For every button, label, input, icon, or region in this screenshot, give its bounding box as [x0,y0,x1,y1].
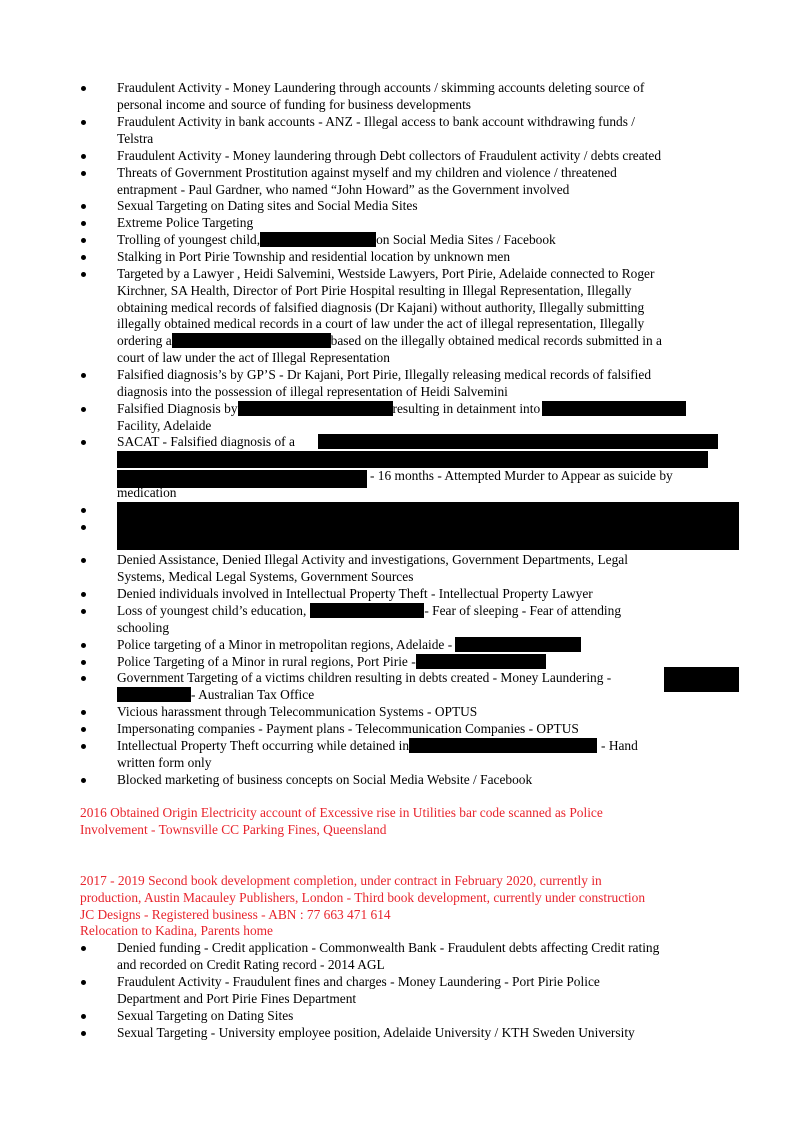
list-item: Police targeting of a Minor in metropolitan regions, Adelaide - [117,637,717,654]
list-item: SACAT - Falsified diagnosis of a [117,434,717,451]
list-item: Police Targeting of a Minor in rural regions, Port Pirie - [117,654,717,671]
redaction-block [260,232,376,247]
list-item: Denied individuals involved in Intellectual Property Theft - Intellectual Property Lawyer [117,586,717,603]
bullet-icon [81,1031,86,1036]
list-item: Fraudulent Activity - Fraudulent fines and charges - Money Laundering - Port Pirie Police Department and Port Pirie Fines Department [117,974,717,1008]
list-item: Loss of youngest child’s education, - Fear of sleeping - Fear of attending schooling [117,603,717,637]
list-item: Vicious harassment through Telecommunication Systems - OPTUS [117,704,717,721]
bullet-icon [81,744,86,749]
redaction-block [172,333,331,348]
list-item: Fraudulent Activity - Money Laundering through accounts / skimming accounts deleting source of personal income and source of funding for business developments [117,80,717,114]
redaction-block [117,687,191,702]
bullet-icon [81,154,86,159]
bullet-icon [81,238,86,243]
bullet-icon [81,272,86,277]
bullet-icon [81,676,86,681]
list-item: Fraudulent Activity - Money laundering through Debt collectors of Fraudulent activity / debts created [117,148,717,165]
bullet-icon [81,171,86,176]
redaction-block [664,667,739,692]
list-item: Stalking in Port Pirie Township and residential location by unknown men [117,249,717,266]
redaction-block [117,502,739,550]
bullet-icon [81,525,86,530]
list-item: Falsified Diagnosis by resulting in detainment into Facility, Adelaide [117,401,717,435]
bullet-icon [81,86,86,91]
list-item: Blocked marketing of business concepts on Social Media Website / Facebook [117,772,717,789]
bullet-icon [81,558,86,563]
list-item: Impersonating companies - Payment plans - Telecommunication Companies - OPTUS [117,721,717,738]
redaction-block [117,451,708,468]
bullet-icon [81,592,86,597]
redaction-block [238,401,393,416]
bullet-icon [81,946,86,951]
bullet-icon [81,508,86,513]
bullet-icon [81,221,86,226]
list-item: Sexual Targeting on Dating Sites [117,1008,717,1025]
redaction-block [310,603,424,618]
bullet-icon [81,660,86,665]
bullet-icon [81,120,86,125]
red-paragraph-2016: 2016 Obtained Origin Electricity account of Excessive rise in Utilities bar code scanned as Police Involvement - Townsville CC Parking Fines, Queensland [80,805,603,837]
redaction-block [542,401,686,416]
bullet-icon [81,643,86,648]
red-paragraph-2017-2019: 2017 - 2019 Second book development completion, under contract in February 2020, currently in production, Austin Macauley Publishers, London - Third book development, currently under construction JC Designs - Registered business - ABN : 77 663 471 614 Relocation to Kadina, Parents home [80,873,646,939]
list-item: Sexual Targeting on Dating sites and Social Media Sites [117,198,717,215]
list-item: Threats of Government Prostitution against myself and my children and violence / threatened entrapment - Paul Gardner, who named “John Howard” as the Government involved [117,165,717,199]
bullet-icon [81,440,86,445]
redaction-block [455,637,581,652]
list-item: Targeted by a Lawyer , Heidi Salvemini, Westside Lawyers, Port Pirie, Adelaide connected to Roger Kirchner, SA Health, Director of Port Pirie Hospital resulting in Illegal Representation, Illegally obtaining medical records of falsified diagnosis (Dr Kajani) without authority, Illegally submitting illegally obtained medical records in a court of law under the act of illegal representation, Illegally ordering a based on the illegally obtained medical records submitted in a court of law under the act of Illegal Representation [117,266,717,367]
bullet-icon [81,609,86,614]
list-item: Denied funding - Credit application - Commonwealth Bank - Fraudulent debts affecting Credit rating and recorded on Credit Rating record - 2014 AGL [117,940,717,974]
list-item-continuation: - 16 months - Attempted Murder to Appear as suicide by [370,468,673,483]
redaction-block [409,738,597,753]
redaction-block [318,434,718,449]
list-item: Fraudulent Activity in bank accounts - ANZ - Illegal access to bank account withdrawing funds / Telstra [117,114,717,148]
bullet-icon [81,778,86,783]
bullet-icon [81,980,86,985]
bullet-icon [81,1014,86,1019]
bullet-icon [81,204,86,209]
list-item: Intellectual Property Theft occurring while detained in - Hand written form only [117,738,717,772]
redaction-block [416,654,546,669]
list-item: Denied Assistance, Denied Illegal Activity and investigations, Government Departments, Legal Systems, Medical Legal Systems, Government Sources [117,552,717,586]
list-item: Extreme Police Targeting [117,215,717,232]
list-item: Falsified diagnosis’s by GP’S - Dr Kajani, Port Pirie, Illegally releasing medical records of falsified diagnosis into the possession of illegal representation of Heidi Salvemini [117,367,717,401]
bullet-icon [81,255,86,260]
list-item: Trolling of youngest child, on Social Media Sites / Facebook [117,232,717,249]
bullet-icon [81,407,86,412]
list-item-continuation: medication [117,485,177,500]
bullet-icon [81,727,86,732]
bullet-icon [81,373,86,378]
list-item: Government Targeting of a victims children resulting in debts created - Money Laundering - - Australian Tax Office [117,670,717,704]
bullet-icon [81,710,86,715]
list-item: Sexual Targeting - University employee position, Adelaide University / KTH Sweden University [117,1025,717,1042]
